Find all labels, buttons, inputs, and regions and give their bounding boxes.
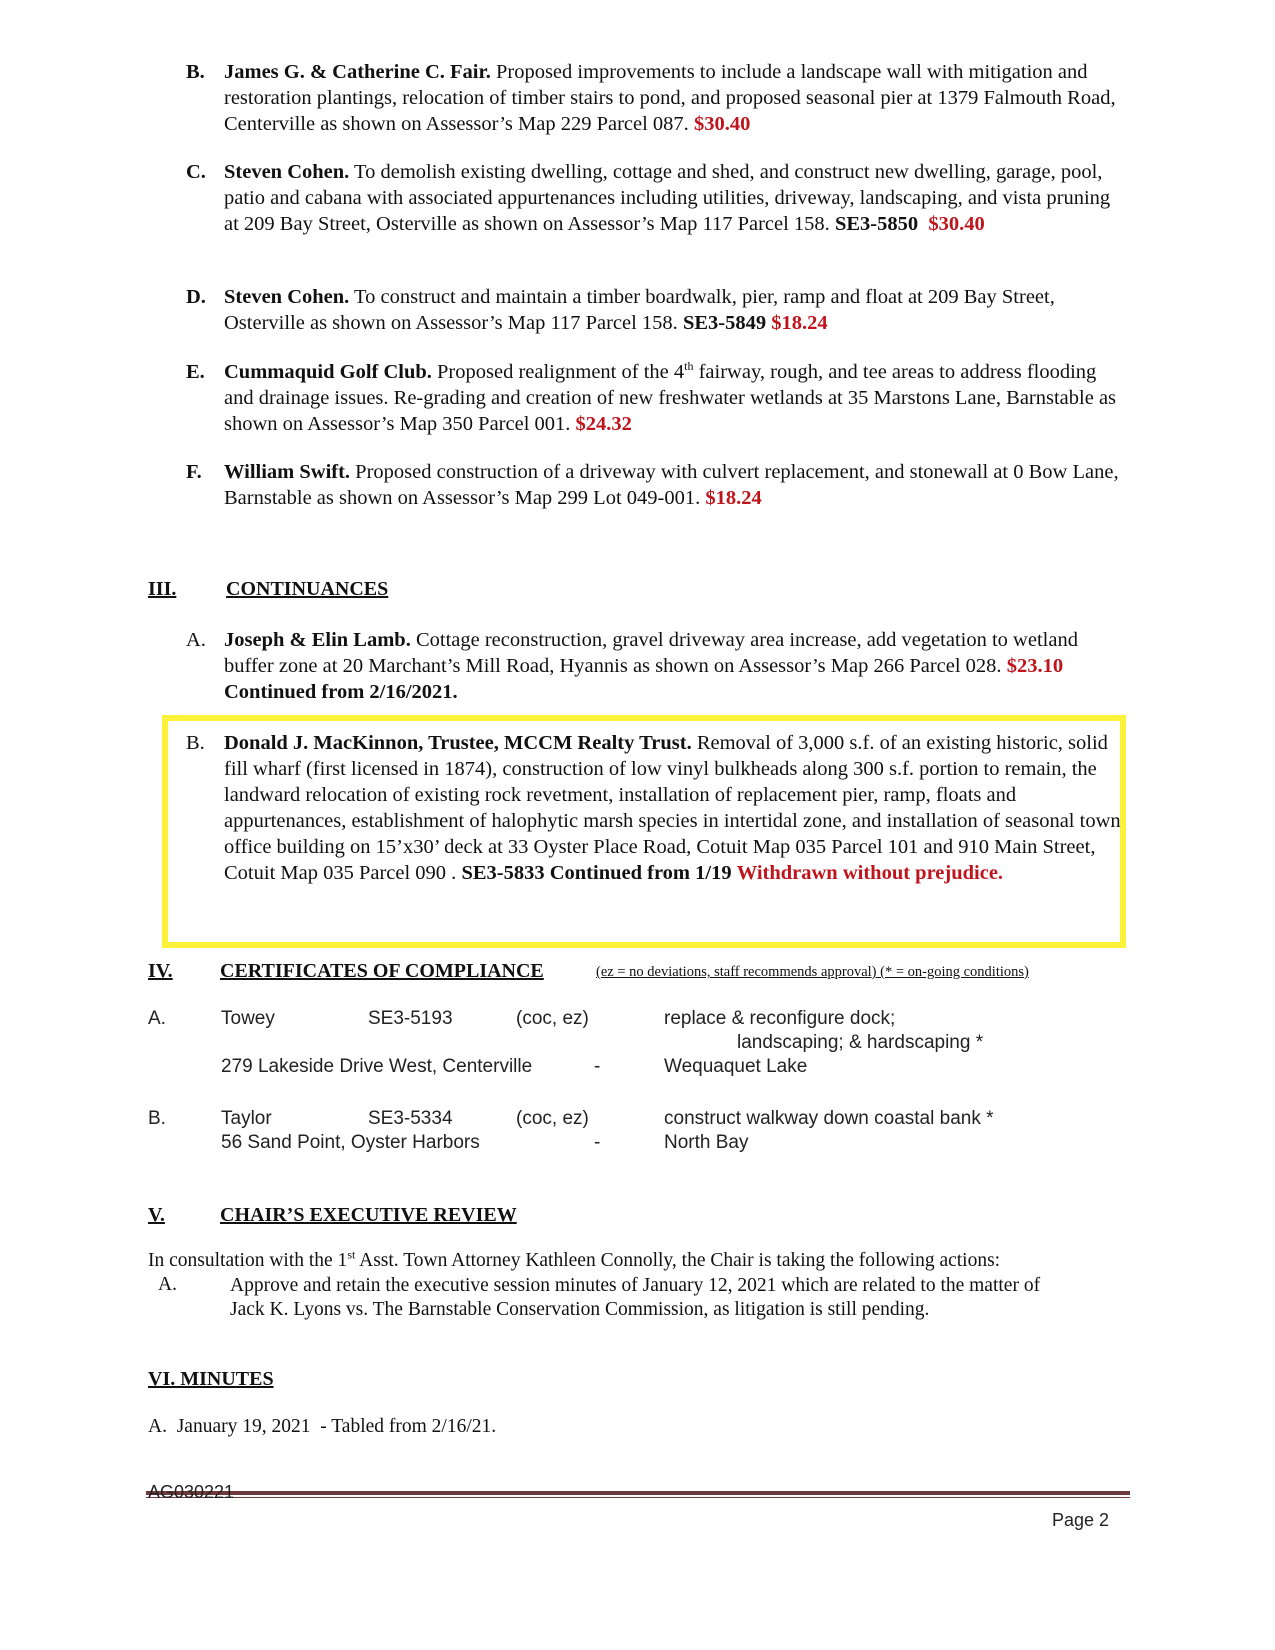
item-description: Cottage reconstruction, gravel driveway area increase, add vegetation to wetland buffer zone at 20 Marchant’s Mill Road, Hyannis as shown on Assessor’s Map 266 Parcel 028. <box>224 629 1078 677</box>
agenda-item-b <box>186 59 1126 137</box>
fee: $18.24 <box>771 312 828 334</box>
coc-a-se: SE3-5193 <box>368 1008 453 1029</box>
fee: $18.24 <box>705 487 762 509</box>
certificates-legend: (ez = no deviations, staff recommends approval) (* = on-going conditions) <box>596 964 1029 980</box>
se-number: SE3-5849 <box>682 312 767 334</box>
section-number-v: V. <box>148 1204 165 1226</box>
coc-a-water: Wequaquet Lake <box>664 1056 808 1077</box>
item-description: Removal of 3,000 s.f. of an existing historic, solid fill wharf (first licensed in 1874), construction of low vinyl bulkheads along 300 s.f. portion to remain, the landward relocation of existing rock revetment, installation of replacement pier, ramp, floats and appurtenances, establishment of halophytic marsh species in intertidal zone, and installation of seasonal town office building on 15’x30’ deck at 33 Oyster Place Road, Cotuit Map 035 Parcel 101 and 910 Main Street, Cotuit Map 035 Parcel 090 . <box>224 732 1121 884</box>
item-label: F. <box>186 461 202 483</box>
coc-b-water: North Bay <box>664 1132 749 1153</box>
item-description: Proposed realignment of the 4 <box>431 361 685 383</box>
coc-b-desc: construct walkway down coastal bank * <box>664 1108 994 1129</box>
coc-a-name: Towey <box>221 1008 275 1029</box>
applicant-name: Donald J. MacKinnon, Trustee, MCCM Realty Trust. <box>224 732 692 754</box>
fee: $30.40 <box>693 113 751 135</box>
applicant-name: Cummaquid Golf Club. <box>224 361 432 383</box>
chair-item-label: A. <box>158 1274 177 1295</box>
continued-status: Continued from 2/16/2021. <box>224 681 458 703</box>
coc-a-address: 279 Lakeside Drive West, Centerville <box>221 1056 533 1077</box>
coc-a-dash: - <box>594 1056 601 1077</box>
section-title-minutes: VI. MINUTES <box>148 1368 274 1390</box>
item-label: E. <box>186 361 205 383</box>
page-number: Page 2 <box>1052 1510 1110 1530</box>
se-number: SE3-5850 <box>834 213 919 235</box>
item-label: A. <box>186 629 206 651</box>
coc-b-type: (coc, ez) <box>516 1108 589 1129</box>
item-description-cont: fairway, rough, and tee areas to address flooding and drainage issues. Re-grading and creation of new freshwater wetlands at 35 Marstons Lane, Barnstable as shown on Assessor’s Map 350 Parcel 001. <box>224 361 1117 435</box>
item-description: To construct and maintain a timber boardwalk, pier, ramp and float at 209 Bay Street, Osterville as shown on Assessor’s Map 117 Parcel 158. <box>224 286 1055 334</box>
document-code: AG030221 <box>148 1482 235 1502</box>
agenda-item-f <box>186 459 1126 511</box>
chair-intro-text-cont: Asst. Town Attorney Kathleen Connolly, the Chair is taking the following actions: <box>355 1250 1001 1271</box>
applicant-name: Steven Cohen. <box>224 161 350 183</box>
item-description: Proposed improvements to include a landscape wall with mitigation and restoration plantings, relocation of timber stairs to pond, and proposed seasonal pier at 1379 Falmouth Road, Centerville as shown on Assessor’s Map 229 Parcel 087. <box>224 61 1116 135</box>
coc-a-desc-cont: landscaping; & hardscaping * <box>737 1032 984 1053</box>
applicant-name: James G. & Catherine C. Fair. <box>224 61 491 83</box>
section-number-iii: III. <box>148 578 177 600</box>
superscript: th <box>684 359 694 374</box>
item-description: To demolish existing dwelling, cottage and shed, and construct new dwelling, garage, pool, patio and cabana with associated appurtenances including utilities, driveway, landscaping, and vista pruning at 209 Bay Street, Osterville as shown on Assessor’s Map 117 Parcel 158. <box>224 161 1111 235</box>
superscript: st <box>347 1247 356 1262</box>
item-label: C. <box>186 161 206 183</box>
footer-rule <box>146 1491 1130 1495</box>
coc-b-se: SE3-5334 <box>368 1108 453 1129</box>
footer-rule-thin <box>146 1497 1130 1498</box>
item-label: D. <box>186 286 206 308</box>
coc-a-label: A. <box>148 1008 166 1029</box>
applicant-name: Steven Cohen. <box>224 286 350 308</box>
coc-a-desc: replace & reconfigure dock; <box>664 1008 896 1029</box>
continuance-item-a <box>186 627 1126 705</box>
agenda-item-e <box>186 359 1126 437</box>
coc-b-dash: - <box>594 1132 601 1153</box>
coc-b-label: B. <box>148 1108 166 1129</box>
coc-b-name: Taylor <box>221 1108 272 1129</box>
section-number-iv: IV. <box>148 960 173 982</box>
section-title-continuances: CONTINUANCES <box>226 578 389 600</box>
section-title-certificates: CERTIFICATES OF COMPLIANCE <box>220 960 544 982</box>
continued-status: SE3-5833 Continued from 1/19 <box>461 862 732 884</box>
item-label: B. <box>186 732 205 754</box>
fee: $23.10 <box>1006 655 1064 677</box>
applicant-name: Joseph & Elin Lamb. <box>224 629 411 651</box>
fee: $24.32 <box>575 413 632 435</box>
agenda-item-c <box>186 159 1126 237</box>
chair-intro-text: In consultation with the 1 <box>148 1250 348 1271</box>
applicant-name: William Swift. <box>224 461 351 483</box>
coc-a-type: (coc, ez) <box>516 1008 589 1029</box>
agenda-item-d <box>186 284 1126 336</box>
coc-b-address: 56 Sand Point, Oyster Harbors <box>221 1132 480 1153</box>
fee: $30.40 <box>928 213 985 235</box>
continuance-item-b <box>186 730 1126 886</box>
item-description: Proposed construction of a driveway with culvert replacement, and stonewall at 0 Bow Lane, Barnstable as shown on Assessor’s Map 299 Lot 049-001. <box>224 461 1119 509</box>
minutes-item: A. January 19, 2021 - Tabled from 2/16/21. <box>148 1416 497 1437</box>
section-title-chair-review: CHAIR’S EXECUTIVE REVIEW <box>220 1204 517 1226</box>
chair-item-text: Approve and retain the executive session minutes of January 12, 2021 which are related to the matter of Jack K. Lyons vs. The Barnstable Conservation Commission, as litigation is still pending. <box>230 1275 1041 1320</box>
item-label: B. <box>186 61 205 83</box>
withdrawn-status: Withdrawn without prejudice. <box>736 862 1004 884</box>
chair-intro <box>148 1247 1148 1272</box>
